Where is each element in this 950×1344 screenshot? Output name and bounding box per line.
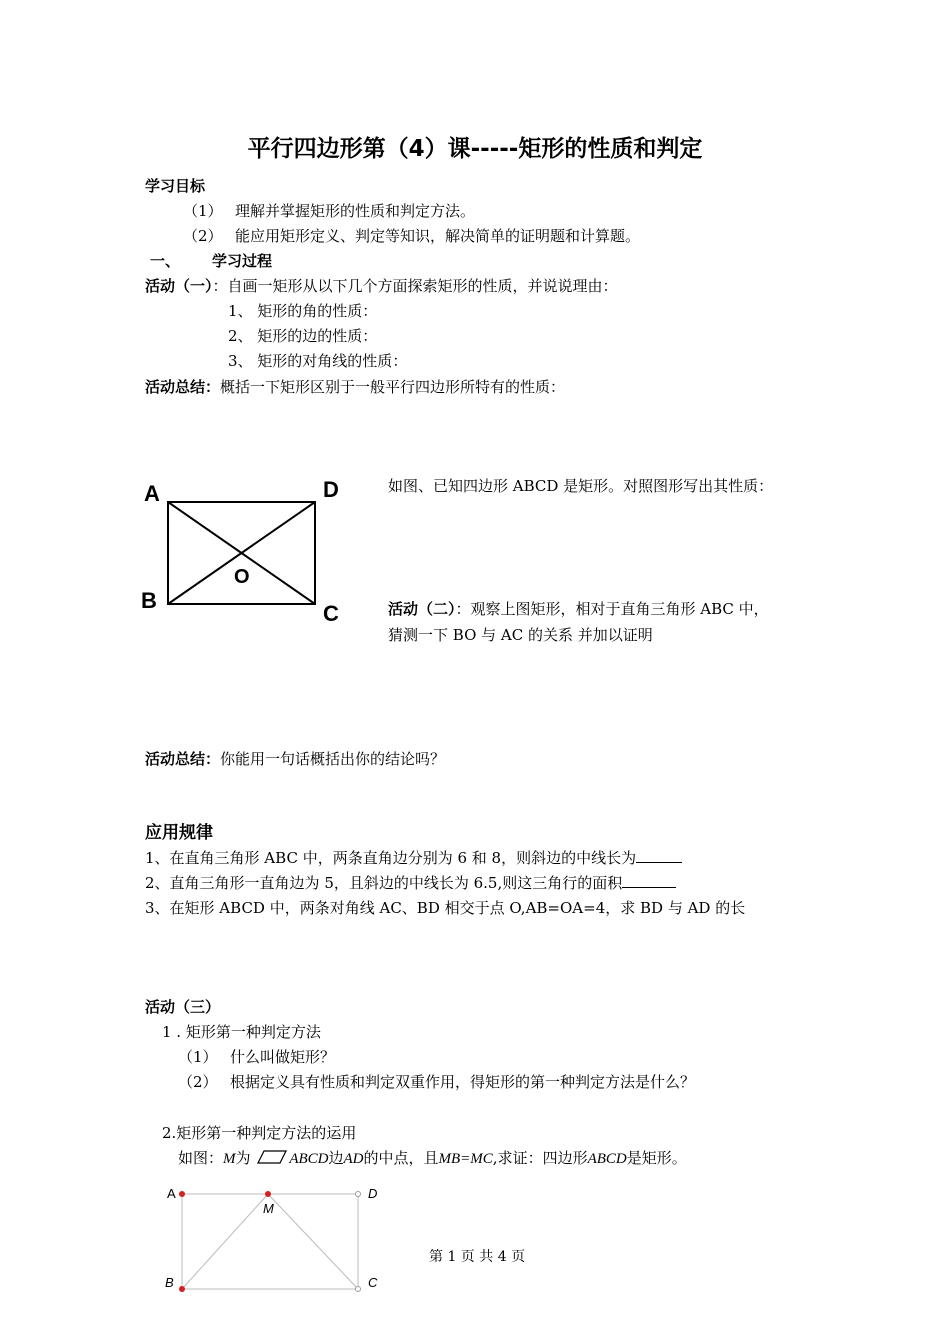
process-num: 一、 (150, 252, 181, 270)
activity2-label: 活动（二） (388, 600, 456, 618)
example-abcd2: ABCD (587, 1151, 627, 1167)
activity2-line2: 猜测一下 BO 与 AC 的关系 并加以证明 (388, 626, 653, 644)
summary1-label: 活动总结： (145, 378, 221, 396)
summary1-line (145, 377, 565, 397)
example-ad: AD (343, 1151, 364, 1167)
application-item-1-text: 1、在直角三角形 ABC 中，两条直角边分别为 6 和 8，则斜边的中线长为 (145, 849, 637, 867)
activity3-q2-num: （2） (178, 1073, 218, 1091)
example-m: M (223, 1151, 236, 1167)
activity1-item-3: 3、 矩形的对角线的性质： (228, 352, 408, 370)
activity1-label: 活动（一） (145, 277, 213, 295)
figure-description: 如图、已知四边形 ABCD 是矩形。对照图形写出其性质： (388, 477, 774, 495)
label-d: D (323, 477, 339, 502)
page-title: 平行四边形第（4）课-----矩形的性质和判定 (247, 136, 703, 162)
application-item-2 (145, 873, 676, 893)
example-prefix: 如图： (178, 1149, 224, 1167)
fig2-label-a: A (167, 1186, 176, 1201)
label-o: O (234, 566, 250, 588)
activity3-sub1: 1 . 矩形第一种判定方法 (162, 1023, 321, 1041)
example-mid: 的中点，且 (363, 1149, 439, 1167)
goal-2-num: （2） (183, 227, 223, 245)
activity3-q2: 根据定义具有性质和判定双重作用，得矩形的第一种判定方法是什么？ (230, 1073, 696, 1091)
answer-blank-2[interactable] (622, 873, 676, 888)
segment-mb (182, 1194, 268, 1289)
point-m (265, 1191, 271, 1197)
activity3-label: 活动（三） (145, 998, 221, 1016)
application-item-2-text: 2、直角三角形一直角边为 5，且斜边的中线长为 6.5,则这三角行的面积 (145, 874, 623, 892)
activity1-text: ：自画一矩形从以下几个方面探索矩形的性质，并说说理由： (212, 277, 618, 295)
example-prove: ,求证：四边形 (492, 1149, 588, 1167)
application-item-1 (145, 848, 682, 868)
summary1-text: 概括一下矩形区别于一般平行四边形所特有的性质： (220, 378, 566, 396)
activity1-item-1: 1、 矩形的角的性质： (228, 302, 378, 320)
parallelogram-icon (257, 1150, 287, 1164)
summary2-label: 活动总结： (145, 750, 221, 768)
label-a: A (144, 481, 160, 506)
fig2-label-m: M (263, 1201, 274, 1216)
process-heading: 学习过程 (212, 252, 273, 270)
activity1-item-2: 2、 矩形的边的性质： (228, 327, 378, 345)
example-bian: 边 (328, 1149, 344, 1167)
label-c: C (323, 601, 339, 626)
midpoint-figure (160, 1182, 390, 1302)
example-line (178, 1148, 687, 1169)
point-a (179, 1191, 185, 1197)
summary2-text: 你能用一句话概括出你的结论吗？ (220, 750, 446, 768)
example-cond: MB=MC (438, 1151, 493, 1167)
point-d (356, 1192, 361, 1197)
goal-1-num: （1） (183, 202, 223, 220)
answer-blank-1[interactable] (636, 848, 682, 863)
example-wei: 为 (235, 1149, 251, 1167)
activity2-line1 (388, 599, 769, 619)
goals-heading: 学习目标 (145, 177, 206, 195)
fig2-label-b: B (165, 1275, 174, 1290)
fig2-label-d: D (368, 1186, 378, 1201)
application-item-3: 3、在矩形 ABCD 中，两条对角线 AC、BD 相交于点 O,AB=OA=4，求 BD 与 AD 的长 (145, 899, 746, 917)
segment-mc (268, 1194, 358, 1289)
label-b: B (141, 588, 157, 613)
activity2-text: ：观察上图矩形，相对于直角三角形 ABC 中， (455, 600, 769, 618)
activity3-q1: 什么叫做矩形？ (230, 1048, 336, 1066)
activity1-line (145, 276, 618, 296)
page-footer: 第 1 页 共 4 页 (429, 1249, 526, 1265)
point-c (356, 1287, 361, 1292)
example-end: 是矩形。 (626, 1149, 687, 1167)
point-b (179, 1286, 185, 1292)
rectangle-figure (135, 475, 355, 630)
summary2-line (145, 749, 445, 769)
goal-1-text: 理解并掌握矩形的性质和判定方法。 (235, 202, 476, 220)
fig2-label-c: C (368, 1275, 378, 1290)
activity3-q1-num: （1） (178, 1048, 218, 1066)
activity3-sub2: 2.矩形第一种判定方法的运用 (162, 1124, 357, 1142)
example-abcd: ABCD (289, 1151, 329, 1167)
goal-2-text: 能应用矩形定义、判定等知识，解决简单的证明题和计算题。 (235, 227, 641, 245)
application-heading: 应用规律 (145, 823, 213, 843)
